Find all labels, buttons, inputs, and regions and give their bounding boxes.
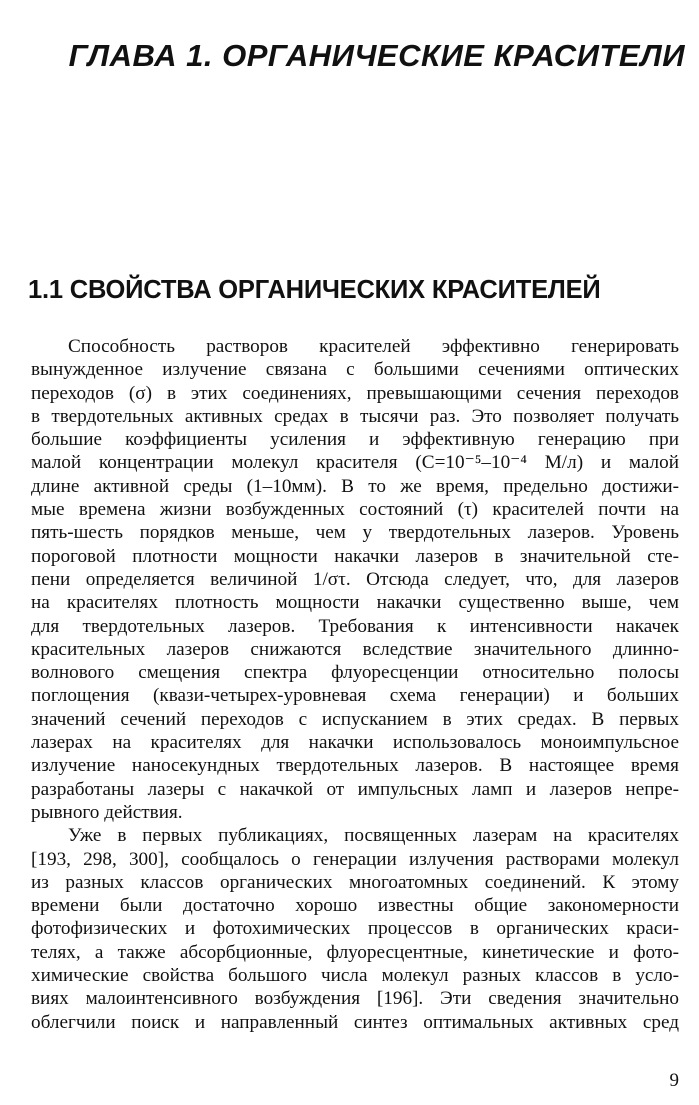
text-line: Способность растворов красителей эффективно генерировать	[68, 336, 679, 357]
text-line: малой концентрации молекул красителя (С=10⁻⁵–10⁻⁴ М/л) и малой	[31, 452, 679, 474]
text-line: фотофизических и фотохимических процессов в органических краси-	[31, 918, 679, 940]
text-line: мые времена жизни возбужденных состояний (τ) красителей почти на	[31, 499, 679, 521]
text-line: в твердотельных активных средах в тысячи раз. Это позволяет получать	[31, 405, 679, 427]
text-line: облегчили поиск и направленный синтез оптимальных активных сред	[31, 1011, 679, 1033]
section-title: 1.1 СВОЙСТВА ОРГАНИЧЕСКИХ КРАСИТЕЛЕЙ	[28, 276, 601, 304]
chapter-title: ГЛАВА 1. ОРГАНИЧЕСКИЕ КРАСИТЕЛИ	[68, 38, 685, 73]
text-line: химические свойства большого числа молекул разных классов в усло-	[31, 965, 679, 987]
text-line: большие коэффициенты усиления и эффективную генерацию при	[31, 429, 679, 451]
text-line: поглощения (квази-четырех-уровневая схема генерации) и больших	[31, 685, 679, 707]
text-line: для твердотельных лазеров. Требования к интенсивности накачек	[31, 615, 679, 637]
text-line: волнового смещения спектра флуоресценции относительно полосы	[31, 662, 679, 684]
text-line: красительных лазеров снижаются вследствие значительного длинно-	[31, 638, 679, 660]
text-line: на красителях плотность мощности накачки существенно выше, чем	[31, 592, 679, 614]
text-line: пени определяется величиной 1/στ. Отсюда следует, что, для лазеров	[31, 568, 679, 590]
text-line: времени были достаточно хорошо известны общие закономерности	[31, 895, 679, 917]
text-line: излучение наносекундных твердотельных лазеров. В настоящее время	[31, 755, 679, 777]
text-line: пороговой плотности мощности накачки лазеров в значительной сте-	[31, 545, 679, 567]
text-line: Уже в первых публикациях, посвященных лазерам на красителях	[68, 825, 679, 847]
body-text	[31, 335, 679, 1034]
text-line: значений сечений переходов с испусканием в этих средах. В первых	[31, 708, 679, 730]
text-line: виях малоинтенсивного возбуждения [196]. Эти сведения значительно	[31, 988, 679, 1010]
paragraph-1	[31, 335, 679, 824]
paragraph-2	[31, 824, 679, 1034]
text-line: длине активной среды (1–10мм). В то же время, предельно достижи-	[31, 475, 679, 497]
text-line: [193, 298, 300], сообщалось о генерации излучения растворами молекул	[31, 848, 679, 870]
text-line: рывного действия.	[31, 801, 183, 823]
text-line: переходов (σ) в этих соединениях, превышающими сечения переходов	[31, 382, 679, 404]
text-line: лазерах на красителях для накачки использовалось моноимпульсное	[31, 732, 679, 754]
text-line: разработаны лазеры с накачкой от импульсных ламп и лазеров непре-	[31, 778, 679, 800]
text-line: пять-шесть порядков меньше, чем у твердотельных лазеров. Уровень	[31, 522, 679, 544]
text-line: вынужденное излучение связана с большими сечениями оптических	[31, 359, 679, 381]
text-line: телях, а также абсорбционные, флуоресцентные, кинетические и фото-	[31, 941, 679, 963]
text-line: из разных классов органических многоатомных соединений. К этому	[31, 871, 679, 893]
page-number: 9	[669, 1070, 679, 1091]
